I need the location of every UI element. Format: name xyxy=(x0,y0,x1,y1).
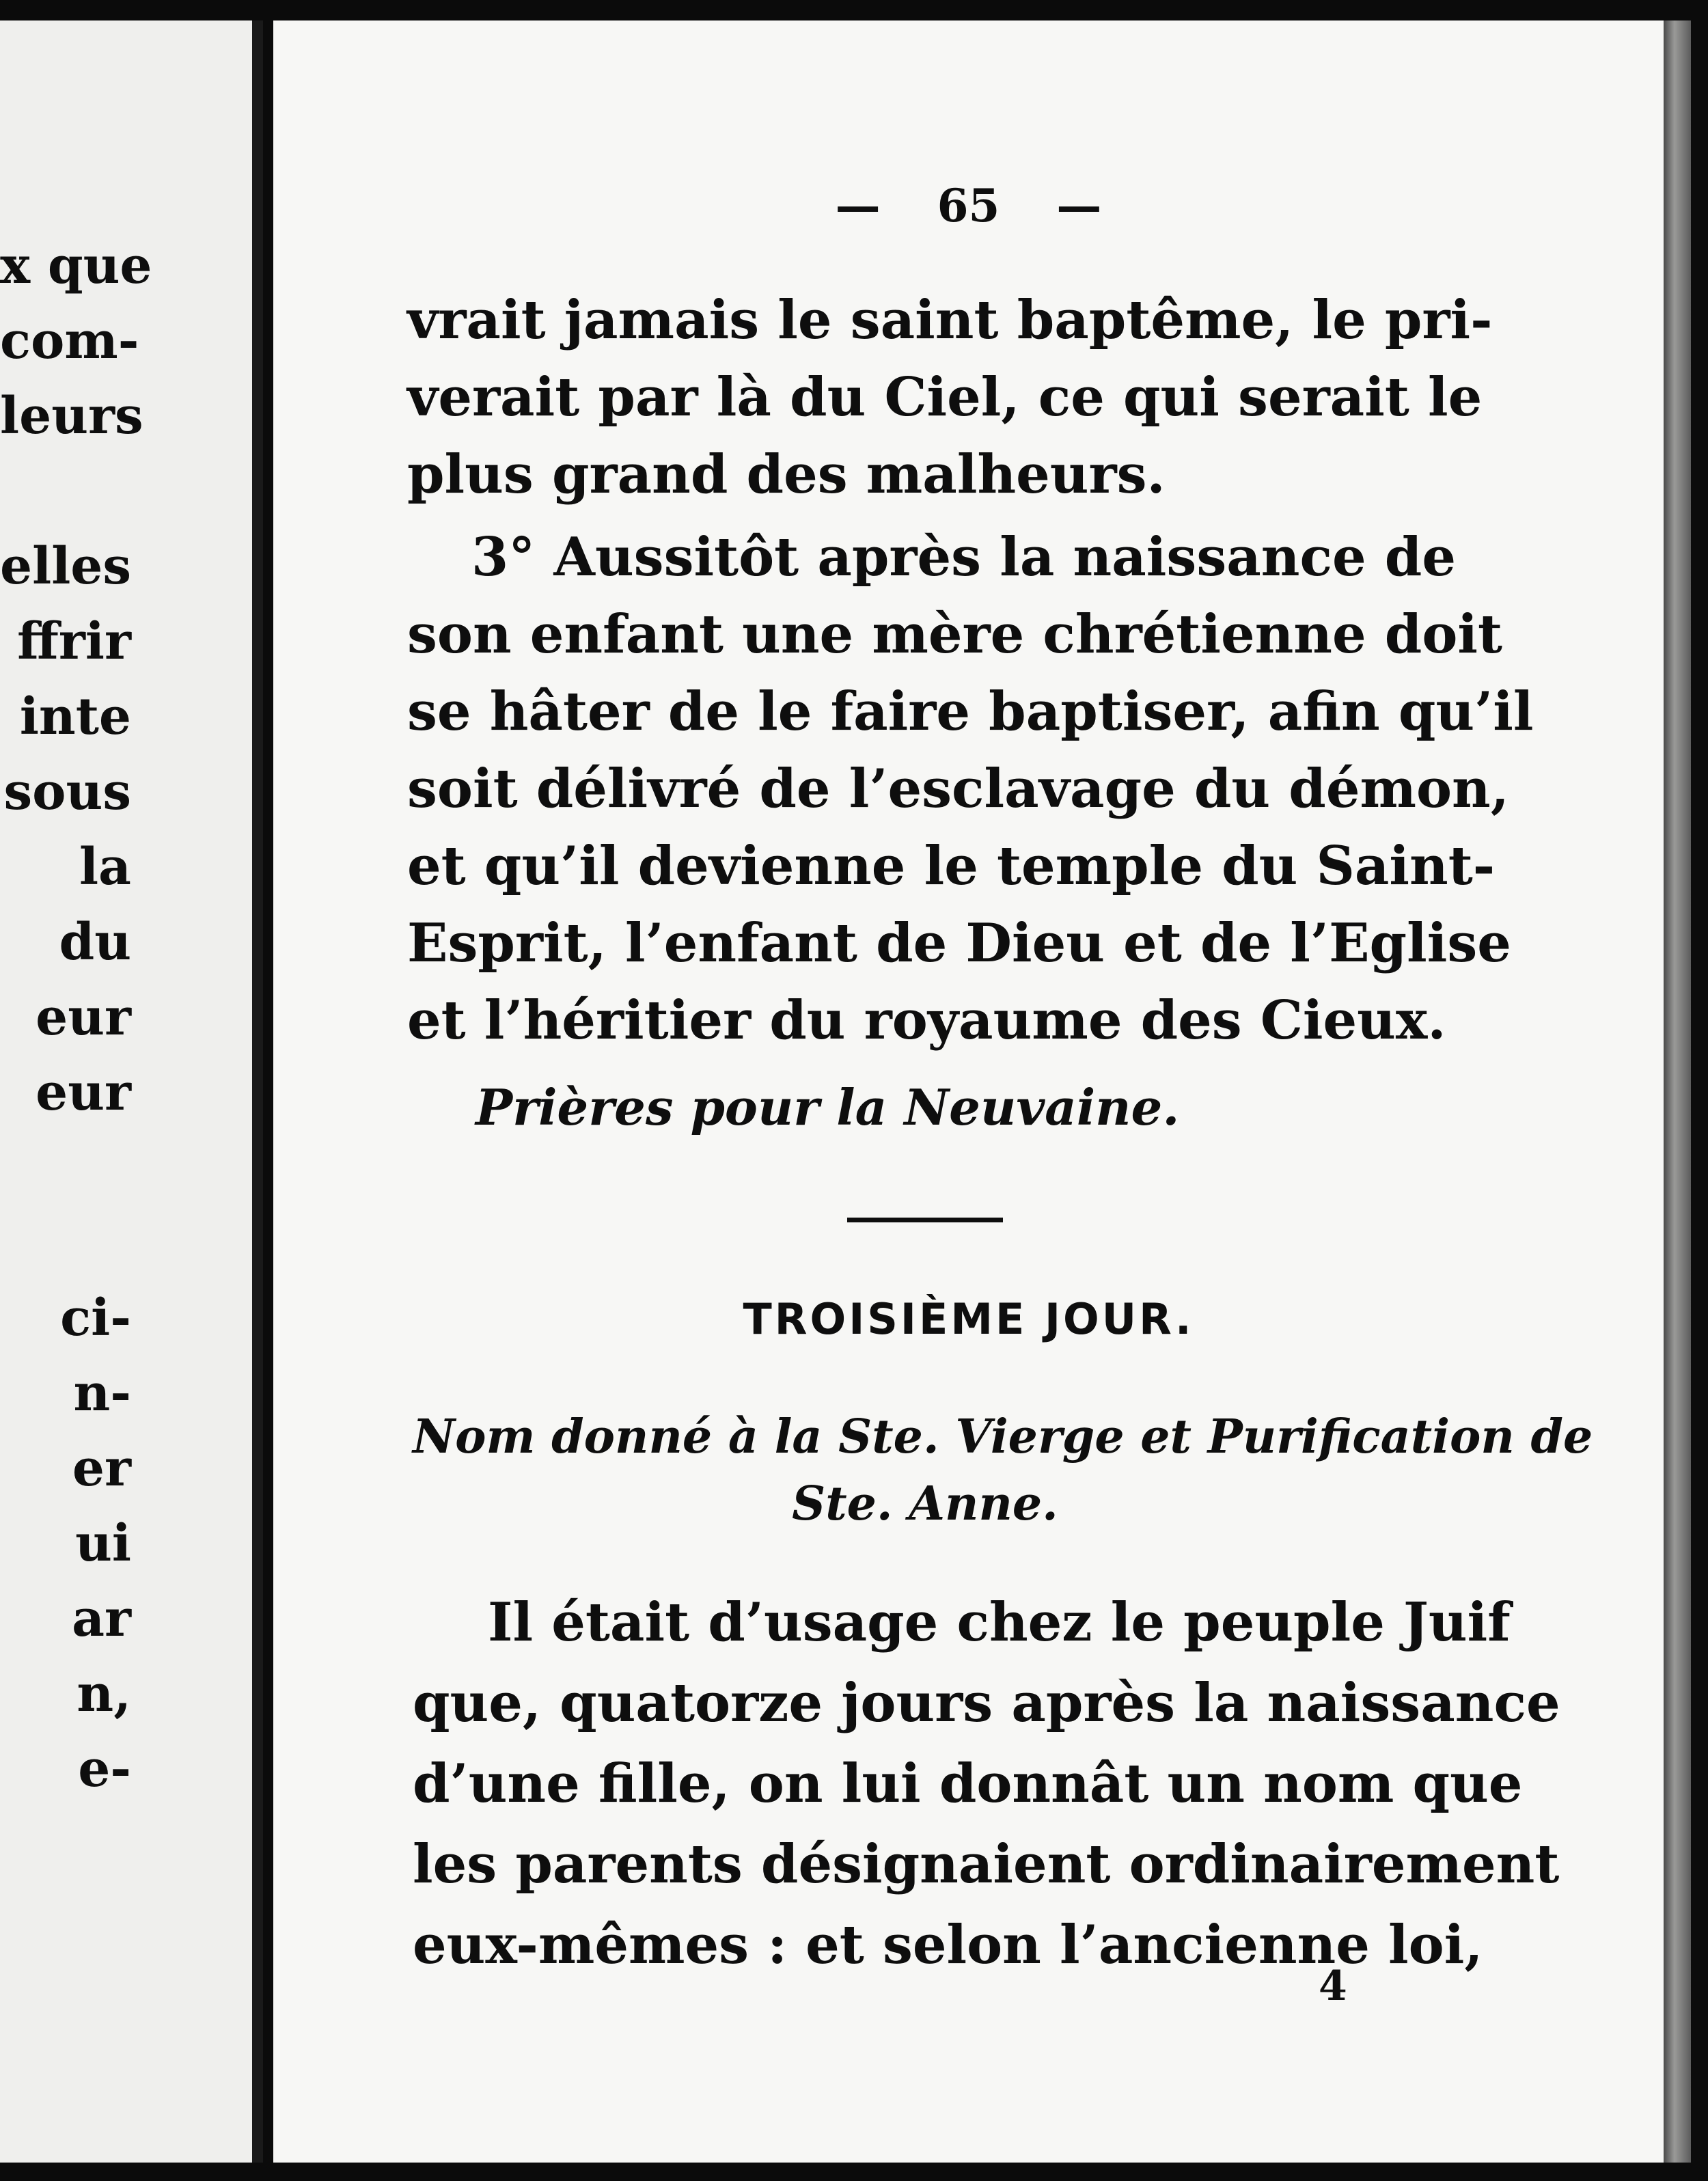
facing-line xyxy=(0,451,253,526)
facing-line: ar xyxy=(72,1589,131,1648)
page-edge xyxy=(1664,20,1691,2163)
facing-line: er xyxy=(72,1439,131,1498)
page-number-header xyxy=(273,179,1664,232)
body-text-bottom xyxy=(413,1582,1560,1986)
facing-line: la xyxy=(79,838,131,896)
dash-right: — xyxy=(1056,179,1102,232)
text-line: verait par là du Ciel, ce qui serait le xyxy=(407,366,1483,428)
text-line: 3° Aussitôt après la naissance de xyxy=(471,526,1456,588)
facing-line: du xyxy=(59,913,131,972)
text-line: soit délivré de l’esclavage du démon, xyxy=(407,758,1509,820)
facing-line: ui xyxy=(75,1514,131,1573)
facing-line: eur xyxy=(36,988,131,1047)
facing-line: elles xyxy=(0,537,132,596)
dash-left: — xyxy=(835,179,881,232)
facing-line: n, xyxy=(77,1664,131,1723)
facing-line: eur xyxy=(36,1063,131,1122)
paragraph-2 xyxy=(407,519,1534,1059)
facing-page xyxy=(0,20,263,2163)
prayers-heading: Prières pour la Neuvaine. xyxy=(476,1078,1180,1136)
facing-line xyxy=(0,1203,253,1278)
page-gutter xyxy=(252,20,263,2163)
text-line: les parents désignaient ordinairement xyxy=(413,1833,1560,1895)
day-title: TROISIÈME JOUR. xyxy=(743,1294,1194,1344)
text-line: Il était d’usage chez le peuple Juif xyxy=(488,1591,1511,1654)
text-line: plus grand des malheurs. xyxy=(407,443,1166,506)
text-line: son enfant une mère chrétienne doit xyxy=(407,603,1502,666)
facing-line: ci- xyxy=(60,1289,131,1347)
facing-line: sous xyxy=(3,763,131,821)
facing-line: leurs xyxy=(0,387,143,445)
text-line: et l’héritier du royaume des Cieux. xyxy=(407,989,1446,1052)
text-line: d’une fille, on lui donnât un nom que xyxy=(413,1753,1523,1815)
facing-line: n- xyxy=(73,1364,131,1423)
paragraph-3 xyxy=(413,1582,1560,1986)
facing-line: com- xyxy=(0,312,139,370)
facing-line: x que xyxy=(0,236,152,295)
text-line: et qu’il devienne le temple du Saint- xyxy=(407,835,1496,897)
facing-line: e- xyxy=(78,1740,131,1798)
section-subtitle xyxy=(413,1403,1593,1537)
paragraph-1 xyxy=(407,282,1493,513)
text-line: que, quatorze jours après la naissance xyxy=(413,1672,1560,1734)
text-line: vrait jamais le saint baptême, le pri- xyxy=(407,289,1493,351)
facing-page-text xyxy=(0,225,253,1804)
subtitle-line: Ste. Anne. xyxy=(792,1477,1058,1531)
signature-mark: 4 xyxy=(1319,1962,1347,2010)
facing-line xyxy=(0,1127,253,1203)
text-line: Esprit, l’enfant de Dieu et de l’Eglise xyxy=(407,912,1511,974)
page-number: 65 xyxy=(937,179,1000,232)
subtitle-line: Nom donné à la Ste. Vierge et Purification de xyxy=(413,1410,1593,1464)
facing-line: inte xyxy=(19,687,131,746)
book-page xyxy=(273,20,1664,2163)
facing-line: ffrir xyxy=(17,612,131,671)
body-text-top xyxy=(407,282,1534,1059)
text-line: se hâter de le faire baptiser, afin qu’il xyxy=(407,681,1534,743)
text-line: eux-mêmes : et selon l’ancienne loi, xyxy=(413,1914,1483,1976)
section-divider xyxy=(847,1218,1003,1222)
